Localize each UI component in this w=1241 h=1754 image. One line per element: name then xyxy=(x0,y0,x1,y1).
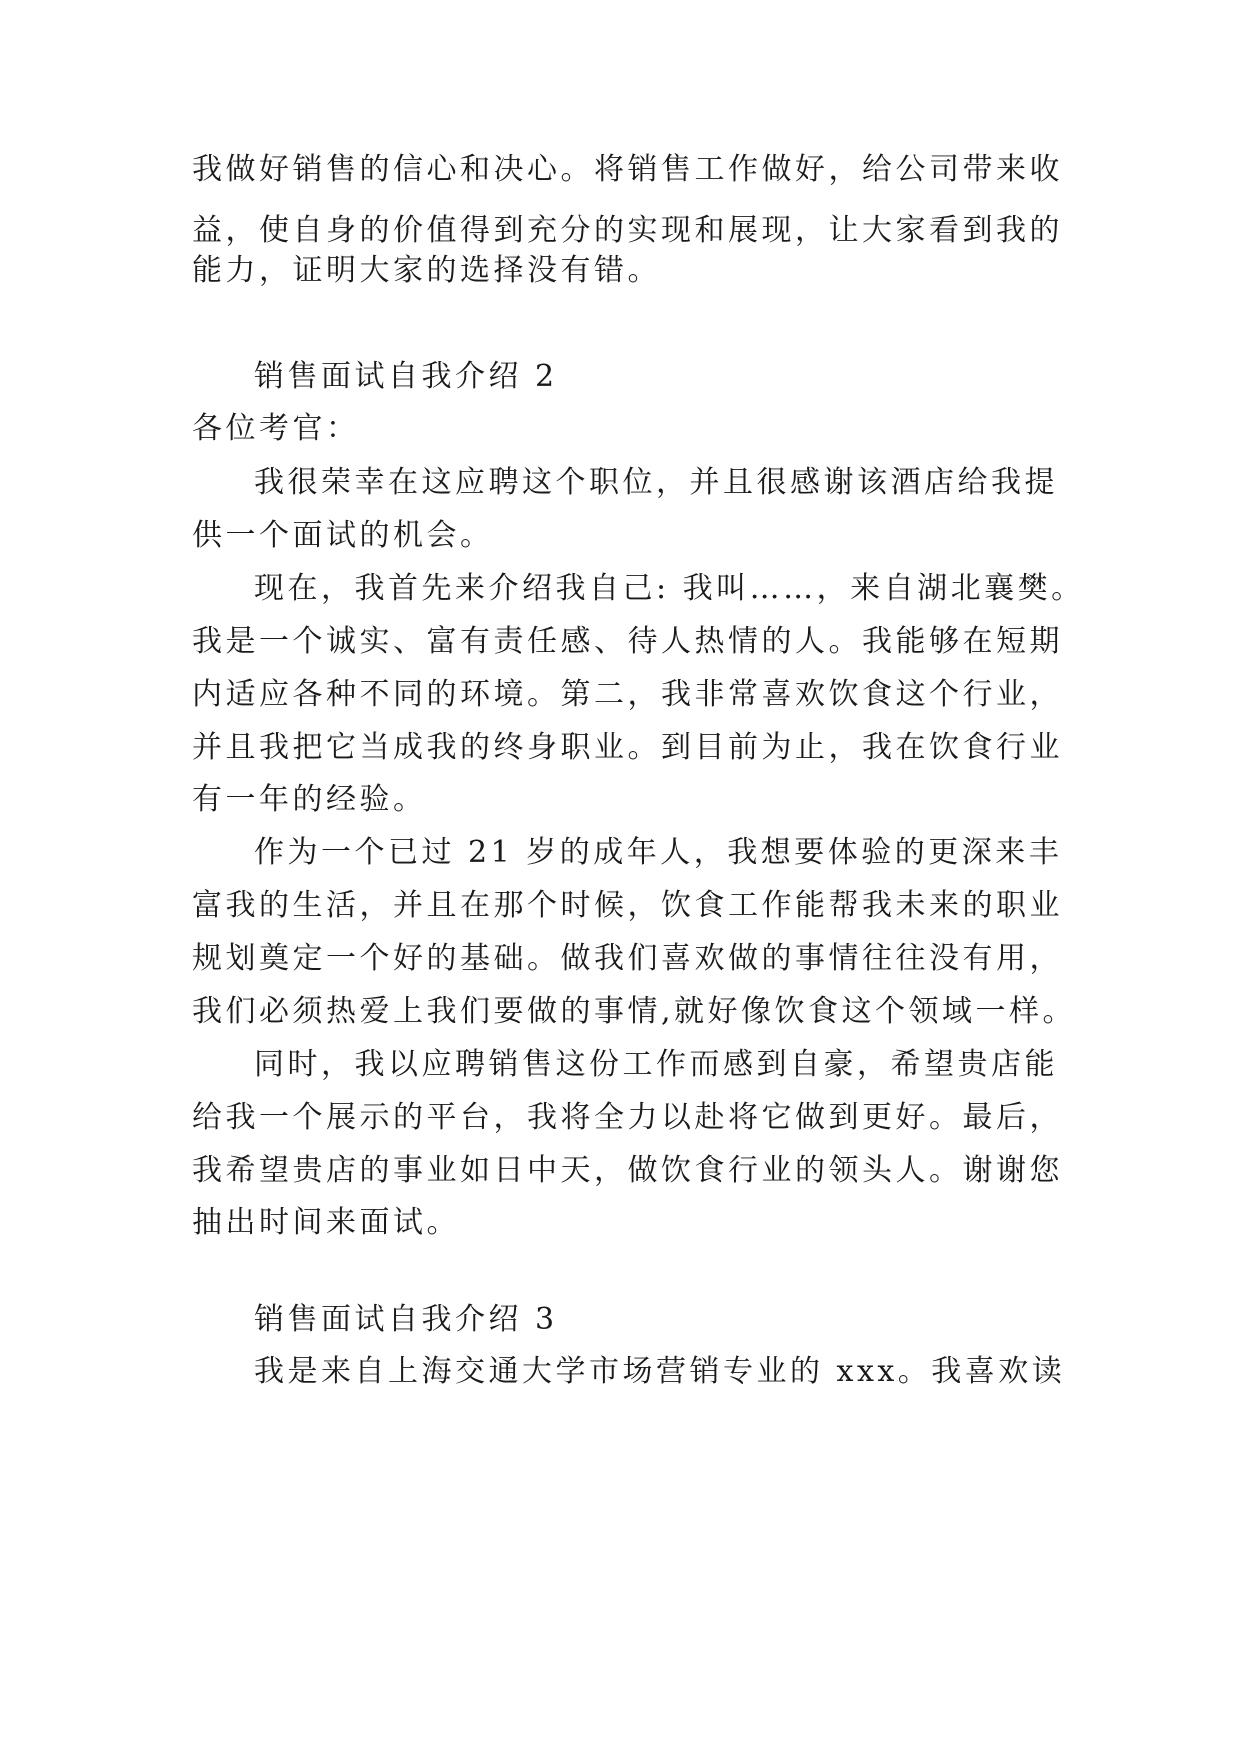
paragraph-line: 现在，我首先来介绍我自己: 我叫……，来自湖北襄樊。 xyxy=(254,571,1085,606)
paragraph-line: 并且我把它当成我的终身职业。到目前为止，我在饮食行业 xyxy=(192,730,1063,765)
paragraph-line: 我是来自上海交通大学市场营销专业的 xxx。我喜欢读 xyxy=(254,1354,1066,1389)
paragraph-line: 我做好销售的信心和决心。将销售工作做好，给公司带来收 xyxy=(192,152,1063,187)
paragraph-line: 富我的生活，并且在那个时候，饮食工作能帮我未来的职业 xyxy=(192,888,1063,923)
paragraph-line: 有一年的经验。 xyxy=(192,782,427,817)
paragraph-line: 能力，证明大家的选择没有错。 xyxy=(192,253,661,288)
paragraph-line: 我们必须热爱上我们要做的事情,就好像饮食这个领域一样。 xyxy=(192,994,1077,1029)
paragraph-line: 同时，我以应聘销售这份工作而感到自豪，希望贵店能 xyxy=(254,1047,1058,1082)
section-heading: 销售面试自我介绍 2 xyxy=(254,359,558,394)
section-heading: 销售面试自我介绍 3 xyxy=(254,1302,558,1337)
paragraph-line: 益，使自身的价值得到充分的实现和展现，让大家看到我的 xyxy=(192,213,1063,248)
paragraph-line: 我很荣幸在这应聘这个职位，并且很感谢该酒店给我提 xyxy=(254,465,1058,500)
paragraph-line: 我希望贵店的事业如日中天，做饮食行业的领头人。谢谢您 xyxy=(192,1153,1063,1188)
paragraph-line: 抽出时间来面试。 xyxy=(192,1205,460,1240)
paragraph-line: 规划奠定一个好的基础。做我们喜欢做的事情往往没有用， xyxy=(192,941,1063,976)
paragraph-line: 给我一个展示的平台，我将全力以赴将它做到更好。最后， xyxy=(192,1100,1063,1135)
salutation: 各位考官： xyxy=(192,411,360,446)
paragraph-line: 作为一个已过 21 岁的成年人，我想要体验的更深来丰 xyxy=(254,835,1063,870)
paragraph-line: 内适应各种不同的环境。第二，我非常喜欢饮食这个行业， xyxy=(192,677,1063,712)
paragraph-line: 供一个面试的机会。 xyxy=(192,518,494,553)
paragraph-line: 我是一个诚实、富有责任感、待人热情的人。我能够在短期 xyxy=(192,624,1063,659)
